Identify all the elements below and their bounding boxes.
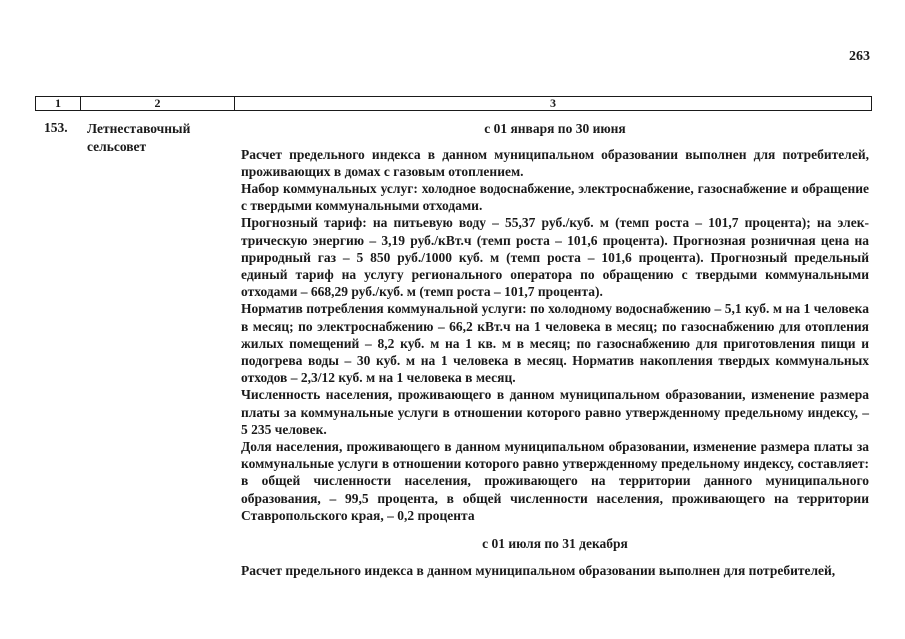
paragraph-calculation-basis: Расчет предельного индекса в данном муниципальном образовании выполнен для потребителей, проживающих в домах с газовым отоплением.	[241, 146, 869, 179]
header-col-3: 3	[550, 96, 556, 110]
paragraph-consumption-norms: Норматив потребления коммунальной услуги: по холодному водоснабжению – 5,1 куб. м на 1 человека в месяц; по электроснабжению – 66,2 кВт.ч на 1 человека в месяц; по газоснабжению для отопления жилых помещений – 8,2 куб. м на 1 кв. м в месяц; по газоснабжению для приготовления пищи и подогрева воды – 30 куб. м на 1 человека в месяц. Норматив накопления твердых коммунальных отходов – 2,3/12 куб. м на 1 человека в месяц.	[241, 301, 869, 386]
page-number: 263	[849, 49, 870, 64]
period-heading-first-half: с 01 января по 30 июня	[484, 121, 626, 136]
paragraph-population: Численность населения, проживающего в данном муниципальном образовании, изменение размера платы за коммунальные услуги в отношении которого равно утвержденному предельному индексу, – 5 235 человек.	[241, 387, 869, 437]
header-col-2: 2	[81, 97, 235, 110]
paragraph-calculation-basis-continued: Расчет предельного индекса в данном муниципальном образовании выполнен для потребителей,	[241, 563, 836, 579]
paragraph-population-share: Доля населения, проживающего в данном муниципальном образовании, изменение размера платы за коммунальные услуги в отношении которого равно утвержденному предельному индексу, составляет: в общей численности населения, проживающего на территории данного муниципального образования, – 99,5 процента, в общей численности населения, проживающего на территории Ставропольского края, – 0,2 процента	[241, 438, 869, 523]
table-header-row	[35, 96, 872, 111]
municipality-name: Летнеставочный сельсовет	[87, 121, 191, 154]
row-content	[241, 120, 869, 580]
row-number: 153.	[44, 120, 68, 135]
header-col-1: 1	[36, 97, 81, 110]
period-heading-second-half: с 01 июля по 31 декабря	[482, 535, 628, 551]
paragraph-tariffs: Прогнозный тариф: на питьевую воду – 55,37 руб./куб. м (темп роста – 101,7 процента); на электрическую энергию – 3,19 руб./кВт.ч (темп роста – 101,6 процента). Прогнозная розничная цена на природный газ – 5 850 руб./1000 куб. м (темп роста – 101,6 процента). Прогнозный предельный единый тариф на услугу регионального оператора по обращению с твердыми коммунальными отходами – 668,29 руб./куб. м (темп роста – 101,7 процента).	[241, 215, 869, 300]
paragraph-service-set: Набор коммунальных услуг: холодное водоснабжение, электроснабжение, газоснабжение и обращение с твердыми коммунальными отходами.	[241, 180, 869, 214]
